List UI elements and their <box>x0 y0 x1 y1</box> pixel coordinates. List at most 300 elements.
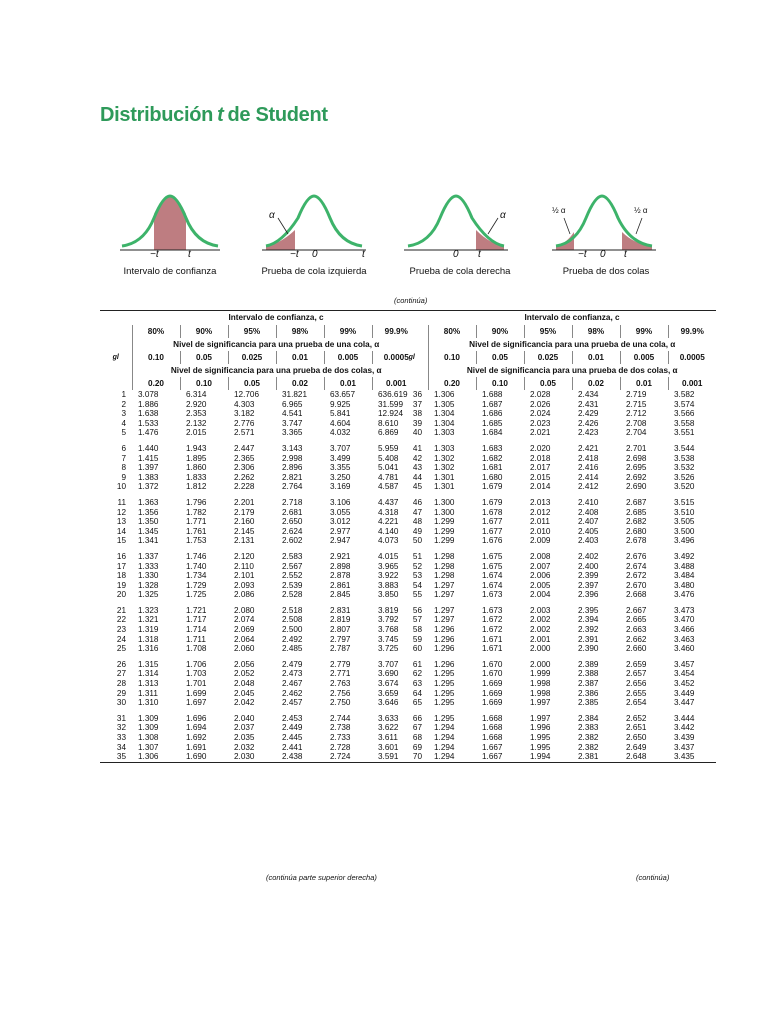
critical-value-cell: 2.030 <box>228 752 276 762</box>
critical-value-cell: 3.601 <box>378 742 399 752</box>
df-cell: 48 <box>412 517 422 527</box>
critical-value-cell: 2.001 <box>530 634 551 644</box>
critical-value-cell: 3.442 <box>674 723 695 733</box>
critical-value-cell: 1.306 <box>132 752 180 762</box>
two-tail-value: 0.01 <box>324 377 372 390</box>
critical-value-cell: 1.740 <box>186 561 207 571</box>
critical-value-cell: 2.400 <box>578 561 599 571</box>
critical-value-cell: 3.355 <box>330 463 351 473</box>
df-cell: 35 <box>100 752 132 762</box>
one-tail-value: 0.05 <box>476 351 524 364</box>
critical-value-cell: 2.947 <box>330 536 351 546</box>
critical-value-cell: 1.674 <box>482 571 503 581</box>
critical-value-cell: 2.408 <box>578 507 599 517</box>
table-row <box>396 723 716 733</box>
critical-value-cell: 2.724 <box>324 752 372 762</box>
critical-value-cell: 1.721 <box>186 605 207 615</box>
critical-value-cell: 2.750 <box>330 698 351 708</box>
critical-value-cell: 2.201 <box>234 497 255 507</box>
critical-value-cell: 1.397 <box>138 463 159 473</box>
critical-value-cell: 2.733 <box>330 733 351 742</box>
critical-value-cell: 2.035 <box>234 733 255 742</box>
critical-value-cell: 2.712 <box>626 409 647 419</box>
critical-value-cell: 2.386 <box>578 688 599 698</box>
df-cell: 69 <box>412 742 422 752</box>
one-tail-value: 0.025 <box>228 351 276 364</box>
critical-value-cell: 1.706 <box>186 659 207 669</box>
critical-value-cell: 3.484 <box>674 571 695 581</box>
critical-value-cell: 1.314 <box>138 669 159 679</box>
critical-value-cell: 3.365 <box>282 428 303 438</box>
critical-value-cell: 1.860 <box>186 463 207 473</box>
critical-value-cell: 2.670 <box>626 580 647 590</box>
df-cell: 56 <box>412 605 422 615</box>
critical-value-cell: 2.014 <box>530 482 551 492</box>
critical-value-cell: 1.678 <box>482 507 503 517</box>
critical-value-cell: 2.403 <box>578 536 599 546</box>
critical-value-cell: 1.684 <box>482 428 503 438</box>
tick-t-right: t <box>478 249 481 260</box>
critical-value-cell: 3.505 <box>674 517 695 527</box>
tick-zero-left: 0 <box>312 249 318 260</box>
critical-value-cell: 1.812 <box>186 482 207 492</box>
critical-value-cell: 2.695 <box>626 463 647 473</box>
table-row <box>396 508 716 518</box>
table-row <box>396 689 716 699</box>
critical-value-cell: 3.707 <box>378 659 399 669</box>
critical-value-cell: 2.667 <box>626 605 647 615</box>
critical-value-cell: 4.140 <box>378 526 399 536</box>
critical-value-cell: 3.707 <box>330 443 351 453</box>
critical-value-cell: 1.668 <box>482 733 503 742</box>
critical-value-cell: 4.015 <box>378 551 399 561</box>
critical-value-cell: 2.654 <box>626 698 647 708</box>
critical-value-cell: 2.771 <box>330 669 351 679</box>
two-tail-value: 0.02 <box>572 377 620 390</box>
critical-value-cell: 1.729 <box>186 580 207 590</box>
blank-cell <box>100 338 132 351</box>
critical-value-cell: 1.533 <box>138 418 159 428</box>
diagram-label-right-tail: Prueba de cola derecha <box>409 266 511 277</box>
blank-cell <box>100 377 132 390</box>
critical-value-cell: 1.699 <box>186 688 207 698</box>
critical-value-cell: 1.995 <box>530 742 551 752</box>
critical-value-cell: 3.690 <box>378 669 399 679</box>
critical-value-cell: 1.304 <box>434 418 455 428</box>
critical-value-cell: 3.437 <box>674 742 695 752</box>
critical-value-cell: 1.771 <box>186 517 207 527</box>
df-cell: 49 <box>412 526 422 536</box>
one-tail-value: 0.10 <box>132 351 180 364</box>
critical-value-cell: 1.356 <box>138 507 159 517</box>
critical-value-cell: 2.410 <box>578 497 599 507</box>
critical-value-cell: 1.997 <box>530 698 551 708</box>
critical-value-cell: 2.715 <box>626 399 647 409</box>
critical-value-cell: 3.922 <box>378 571 399 581</box>
ci-value: 99% <box>324 325 372 338</box>
critical-value-cell: 1.298 <box>434 551 455 561</box>
critical-value-cell: 2.539 <box>282 580 303 590</box>
ci-value: 98% <box>572 325 620 338</box>
critical-value-cell: 1.995 <box>530 733 551 742</box>
two-tail-value: 0.20 <box>428 377 476 390</box>
critical-value-cell: 2.020 <box>530 443 551 453</box>
critical-value-cell: 2.093 <box>234 580 255 590</box>
critical-value-cell: 3.747 <box>282 418 303 428</box>
gl-label: gl <box>112 354 119 361</box>
critical-value-cell: 2.011 <box>530 517 550 527</box>
critical-value-cell: 1.895 <box>186 453 207 463</box>
critical-value-cell: 1.701 <box>186 679 207 689</box>
critical-value-cell: 2.462 <box>282 688 303 698</box>
df-cell: 31 <box>116 713 126 723</box>
tick-zero-two: 0 <box>600 249 606 260</box>
df-cell: 47 <box>412 507 422 517</box>
critical-value-cell: 2.674 <box>626 561 647 571</box>
critical-value-cell: 4.303 <box>234 399 255 409</box>
one-tail-value: 0.005 <box>324 351 372 364</box>
critical-value-cell: 1.299 <box>434 536 455 546</box>
critical-value-cell: 1.306 <box>434 390 455 399</box>
critical-value-cell: 2.145 <box>234 526 255 536</box>
critical-value-cell: 3.169 <box>330 482 351 492</box>
critical-value-cell: 2.649 <box>626 742 647 752</box>
critical-value-cell: 1.295 <box>434 688 455 698</box>
critical-value-cell: 2.434 <box>578 390 599 399</box>
df-cell: 26 <box>116 659 126 669</box>
table-row <box>396 752 716 762</box>
table-row <box>396 552 716 562</box>
table-row <box>100 482 420 492</box>
ci-value: 80% <box>132 325 180 338</box>
critical-value-cell: 4.437 <box>378 497 399 507</box>
critical-value-cell: 2.648 <box>620 752 668 762</box>
critical-value-cell: 3.488 <box>674 561 695 571</box>
table-row <box>396 428 716 438</box>
df-cell: 27 <box>116 669 126 679</box>
critical-value-cell: 3.470 <box>674 615 695 625</box>
critical-value-cell: 2.000 <box>530 644 551 654</box>
critical-value-cell: 1.294 <box>434 733 455 742</box>
table-row <box>396 536 716 546</box>
critical-value-cell: 2.006 <box>530 571 551 581</box>
critical-value-cell: 1.345 <box>138 526 159 536</box>
critical-value-cell: 2.388 <box>578 669 599 679</box>
critical-value-cell: 1.886 <box>138 399 159 409</box>
continua-top: (continúa) <box>394 296 428 305</box>
alpha-left: α <box>269 210 275 221</box>
ci-value: 90% <box>476 325 524 338</box>
critical-value-cell: 1.323 <box>138 605 159 615</box>
critical-value-cell: 1.299 <box>434 517 455 527</box>
critical-value-cell: 1.303 <box>434 443 455 453</box>
critical-value-cell: 2.395 <box>578 605 599 615</box>
df-cell: 46 <box>412 497 422 507</box>
critical-value-cell: 3.819 <box>378 605 399 615</box>
critical-value-cell: 2.473 <box>282 669 303 679</box>
critical-value-cell: 2.005 <box>530 580 551 590</box>
critical-value-cell: 2.397 <box>578 580 599 590</box>
critical-value-cell: 2.064 <box>234 634 255 644</box>
critical-value-cell: 1.672 <box>482 625 503 635</box>
one-tail-label: Nivel de significancia para una prueba de una cola, α <box>428 338 716 351</box>
critical-value-cell: 1.998 <box>530 688 551 698</box>
critical-value-cell: 3.182 <box>234 409 255 419</box>
one-tail-value: 0.10 <box>428 351 476 364</box>
df-cell: 24 <box>116 634 126 644</box>
table-row <box>396 698 716 708</box>
df-cell: 21 <box>116 605 126 615</box>
table-row <box>100 644 420 654</box>
ci-value: 99.9% <box>668 325 716 338</box>
table-row <box>396 669 716 679</box>
table-row <box>396 419 716 429</box>
critical-value-cell: 2.306 <box>234 463 255 473</box>
df-cell: 38 <box>412 409 422 419</box>
critical-value-cell: 2.002 <box>530 615 551 625</box>
df-cell: 51 <box>412 551 422 561</box>
critical-value-cell: 2.052 <box>234 669 255 679</box>
critical-value-cell: 1.669 <box>482 688 503 698</box>
critical-value-cell: 2.418 <box>578 453 599 463</box>
table-row <box>396 590 716 600</box>
critical-value-cell: 1.310 <box>138 698 159 708</box>
critical-value-cell: 2.659 <box>626 659 647 669</box>
critical-value-cell: 2.384 <box>578 713 599 723</box>
two-tail-label: Nivel de significancia para una prueba de dos colas, α <box>428 364 716 377</box>
half-alpha-left: ½ α <box>552 206 566 215</box>
critical-value-cell: 1.667 <box>482 742 503 752</box>
df-cell: 1 <box>121 390 126 399</box>
table-row <box>100 419 420 429</box>
one-tail-value: 0.0005 <box>372 351 420 364</box>
critical-value-cell: 2.898 <box>330 561 351 571</box>
critical-value-cell: 2.921 <box>330 551 351 561</box>
critical-value-cell: 1.690 <box>180 752 228 762</box>
df-cell: 15 <box>116 536 126 546</box>
critical-value-cell: 3.591 <box>372 752 420 762</box>
critical-value-cell: 2.797 <box>330 634 351 644</box>
df-cell: 65 <box>412 698 422 708</box>
critical-value-cell: 1.673 <box>482 590 503 600</box>
critical-value-cell: 2.037 <box>234 723 255 733</box>
critical-value-cell: 2.756 <box>330 688 351 698</box>
df-cell: 6 <box>121 443 126 453</box>
table-row <box>396 400 716 410</box>
alpha-right: α <box>500 210 506 221</box>
df-cell: 55 <box>412 590 422 600</box>
critical-value-cell: 3.515 <box>674 497 695 507</box>
critical-value-cell: 3.538 <box>674 453 695 463</box>
table-row <box>396 463 716 473</box>
critical-value-cell: 2.676 <box>626 551 647 561</box>
df-cell: 41 <box>412 443 422 453</box>
critical-value-cell: 2.920 <box>186 399 207 409</box>
half-alpha-right: ½ α <box>634 206 648 215</box>
critical-value-cell: 1.383 <box>138 472 159 482</box>
critical-value-cell: 2.764 <box>282 482 303 492</box>
df-cell: 52 <box>412 561 422 571</box>
critical-value-cell: 2.449 <box>282 723 303 733</box>
critical-value-cell: 2.110 <box>234 561 254 571</box>
table-row <box>100 590 420 600</box>
critical-value-cell: 4.604 <box>330 418 351 428</box>
critical-value-cell: 1.297 <box>434 605 455 615</box>
critical-value-cell: 1.734 <box>186 571 207 581</box>
critical-value-cell: 4.541 <box>282 409 303 419</box>
right-tail-curve <box>404 188 544 258</box>
critical-value-cell: 4.781 <box>378 472 399 482</box>
critical-value-cell: 2.672 <box>626 571 647 581</box>
critical-value-cell: 4.032 <box>330 428 351 438</box>
critical-value-cell: 3.768 <box>378 625 399 635</box>
critical-value-cell: 2.819 <box>330 615 351 625</box>
critical-value-cell: 1.295 <box>434 669 455 679</box>
table-row <box>396 444 716 454</box>
critical-value-cell: 2.392 <box>578 625 599 635</box>
critical-value-cell: 1.295 <box>434 713 455 723</box>
critical-value-cell: 2.132 <box>186 418 207 428</box>
table-row <box>100 689 420 699</box>
critical-value-cell: 2.656 <box>626 679 647 689</box>
critical-value-cell: 8.610 <box>378 418 399 428</box>
critical-value-cell: 1.337 <box>138 551 159 561</box>
critical-value-cell: 2.831 <box>330 605 351 615</box>
two-tail-value: 0.05 <box>228 377 276 390</box>
one-tail-value: 0.05 <box>180 351 228 364</box>
df-cell: 42 <box>412 453 422 463</box>
critical-value-cell: 1.997 <box>530 713 551 723</box>
df-cell: 10 <box>116 482 126 492</box>
critical-value-cell: 2.026 <box>530 399 551 409</box>
table-row <box>100 409 420 419</box>
table-row <box>100 635 420 645</box>
critical-value-cell: 1.328 <box>138 580 159 590</box>
critical-value-cell: 1.683 <box>482 443 503 453</box>
critical-value-cell: 1.363 <box>138 497 159 507</box>
critical-value-cell: 2.382 <box>578 733 599 742</box>
critical-value-cell: 1.297 <box>434 580 455 590</box>
critical-value-cell: 2.467 <box>282 679 303 689</box>
two-tail-value: 0.10 <box>476 377 524 390</box>
df-cell: 36 <box>412 390 422 399</box>
critical-value-cell: 1.372 <box>138 482 159 492</box>
critical-value-cell: 3.745 <box>378 634 399 644</box>
critical-value-cell: 1.676 <box>482 536 503 546</box>
critical-value-cell: 1.998 <box>530 679 551 689</box>
table-row <box>396 571 716 581</box>
critical-value-cell: 2.492 <box>282 634 303 644</box>
critical-value-cell: 6.965 <box>282 399 303 409</box>
critical-value-cell: 1.295 <box>434 698 455 708</box>
critical-value-cell: 3.792 <box>378 615 399 625</box>
table-row <box>396 527 716 537</box>
critical-value-cell: 2.567 <box>282 561 303 571</box>
critical-value-cell: 3.499 <box>330 453 351 463</box>
t-table-left <box>100 310 420 763</box>
critical-value-cell: 2.023 <box>530 418 551 428</box>
critical-value-cell: 31.821 <box>282 390 308 399</box>
critical-value-cell: 2.013 <box>530 497 551 507</box>
critical-value-cell: 3.055 <box>330 507 351 517</box>
critical-value-cell: 1.994 <box>524 752 572 762</box>
critical-value-cell: 1.302 <box>434 463 455 473</box>
critical-value-cell: 2.017 <box>530 463 551 473</box>
critical-value-cell: 2.416 <box>578 463 599 473</box>
critical-value-cell: 1.669 <box>482 679 503 689</box>
critical-value-cell: 2.353 <box>186 409 207 419</box>
critical-value-cell: 1.341 <box>138 536 159 546</box>
critical-value-cell: 1.330 <box>138 571 159 581</box>
df-cell: 44 <box>412 472 422 482</box>
critical-value-cell: 2.779 <box>330 659 351 669</box>
diagram-label-confidence: Intervalo de confianza <box>123 266 217 277</box>
critical-value-cell: 1.725 <box>186 590 207 600</box>
critical-value-cell: 2.650 <box>626 733 647 742</box>
two-tail-value: 0.02 <box>276 377 324 390</box>
table-row <box>396 615 716 625</box>
critical-value-cell: 4.587 <box>378 482 399 492</box>
df-cell: 9 <box>121 472 126 482</box>
critical-value-cell: 1.669 <box>482 698 503 708</box>
critical-value-cell: 1.311 <box>138 688 158 698</box>
two-tail-curve <box>552 188 692 258</box>
critical-value-cell: 2.807 <box>330 625 351 635</box>
critical-value-cell: 1.708 <box>186 644 207 654</box>
critical-value-cell: 2.485 <box>282 644 303 654</box>
table-row <box>100 698 420 708</box>
df-cell: 30 <box>116 698 126 708</box>
critical-value-cell: 1.299 <box>434 526 455 536</box>
critical-value-cell: 2.685 <box>626 507 647 517</box>
df-cell: 14 <box>116 526 126 536</box>
critical-value-cell: 3.473 <box>674 605 695 615</box>
blank-cell <box>396 338 428 351</box>
critical-value-cell: 3.551 <box>674 428 695 438</box>
df-cell: 68 <box>412 733 422 742</box>
table-row <box>396 562 716 572</box>
critical-value-cell: 1.679 <box>482 497 503 507</box>
critical-value-cell: 2.179 <box>234 507 255 517</box>
critical-value-cell: 3.659 <box>378 688 399 698</box>
critical-value-cell: 1.638 <box>138 409 159 419</box>
critical-value-cell: 3.883 <box>378 580 399 590</box>
critical-value-cell: 2.431 <box>578 399 599 409</box>
table-row <box>100 669 420 679</box>
critical-value-cell: 1.307 <box>138 742 159 752</box>
critical-value-cell: 1.316 <box>138 644 159 654</box>
critical-value-cell: 3.476 <box>674 590 695 600</box>
two-tail-value: 0.001 <box>668 377 716 390</box>
critical-value-cell: 6.869 <box>378 428 399 438</box>
critical-value-cell: 2.002 <box>530 625 551 635</box>
table-row <box>396 581 716 591</box>
tick-t: t <box>188 249 191 260</box>
critical-value-cell: 1.686 <box>482 409 503 419</box>
tick-neg-t: −t <box>150 249 159 260</box>
critical-value-cell: 2.441 <box>282 742 303 752</box>
corner-cell <box>100 311 132 326</box>
table-row <box>100 733 420 743</box>
table-row <box>396 498 716 508</box>
table-row <box>396 390 716 400</box>
df-cell: 20 <box>116 590 126 600</box>
critical-value-cell: 12.706 <box>234 390 260 399</box>
critical-value-cell: 2.668 <box>626 590 647 600</box>
table-row <box>100 400 420 410</box>
critical-value-cell: 1.301 <box>434 472 455 482</box>
critical-value-cell: 2.007 <box>530 561 551 571</box>
